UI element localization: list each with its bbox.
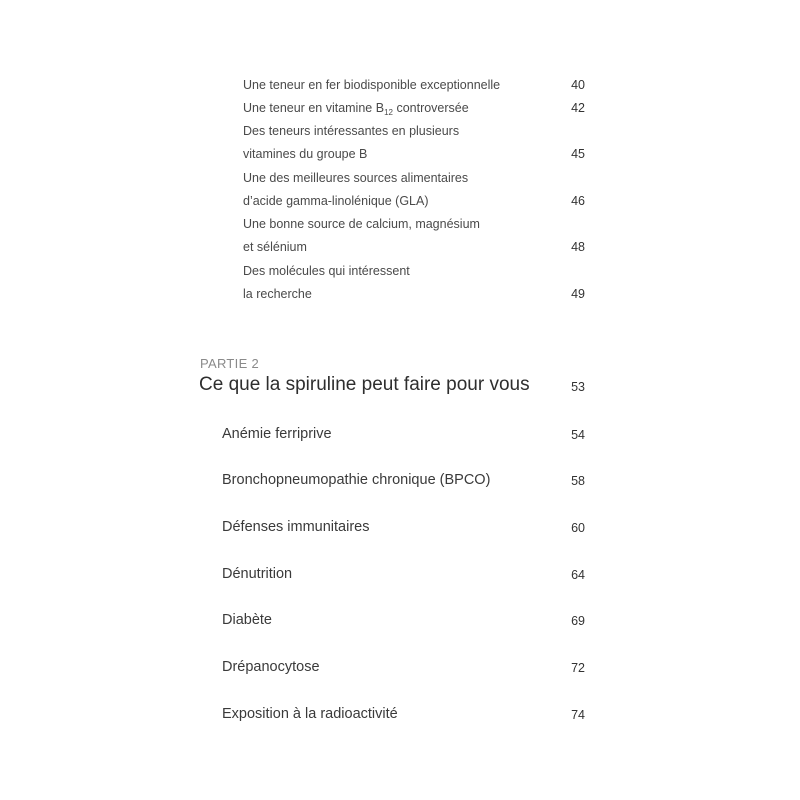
- toc-page-number: 40: [571, 78, 585, 92]
- chapter-page-number: 58: [571, 474, 585, 488]
- toc-entry-label: Une des meilleures sources alimentaires: [243, 171, 469, 185]
- toc-entry-label: d’acide gamma-linolénique (GLA): [243, 194, 429, 208]
- chapter-page-number: 72: [571, 661, 585, 675]
- chapter-label: Bronchopneumopathie chronique (BPCO): [222, 472, 491, 488]
- chapter-label: Défenses immunitaires: [222, 519, 370, 535]
- chapter-page-number: 64: [571, 568, 585, 582]
- chapter-label: Dénutrition: [222, 566, 293, 582]
- toc-entry-text: controversée: [392, 101, 469, 115]
- toc-page-number: 46: [571, 194, 585, 208]
- chapter-page-number: 69: [571, 614, 585, 628]
- toc-entry-label: Une bonne source de calcium, magnésium: [243, 217, 480, 231]
- toc-entry-text: Une teneur en vitamine B: [243, 101, 385, 115]
- chapter-label: Anémie ferriprive: [222, 426, 332, 442]
- part-title: Ce que la spiruline peut faire pour vous: [199, 374, 530, 395]
- chapter-page-number: 74: [571, 708, 585, 722]
- chapter-label: Drépanocytose: [222, 659, 320, 675]
- part-label: PARTIE 2: [200, 356, 259, 371]
- chapter-label: Exposition à la radioactivité: [222, 706, 398, 722]
- part-page-number: 53: [571, 380, 585, 394]
- toc-page-number: 45: [571, 147, 585, 161]
- toc-entry-label: et sélénium: [243, 240, 307, 254]
- toc-entry-label: [243, 102, 469, 117]
- toc-page-number: 42: [571, 101, 585, 115]
- subscript-text: 12: [384, 108, 393, 117]
- toc-page-number: 48: [571, 240, 585, 254]
- toc-entry-label: vitamines du groupe B: [243, 147, 368, 161]
- toc-entry-label: Des teneurs intéressantes en plusieurs: [243, 124, 460, 138]
- toc-page-number: 49: [571, 287, 585, 301]
- toc-entry-label: la recherche: [243, 287, 312, 301]
- chapter-page-number: 54: [571, 428, 585, 442]
- toc-entry-label: Une teneur en fer biodisponible exceptionnelle: [243, 78, 501, 92]
- toc-entry-label: Des molécules qui intéressent: [243, 264, 410, 278]
- chapter-label: Diabète: [222, 612, 272, 628]
- chapter-page-number: 60: [571, 521, 585, 535]
